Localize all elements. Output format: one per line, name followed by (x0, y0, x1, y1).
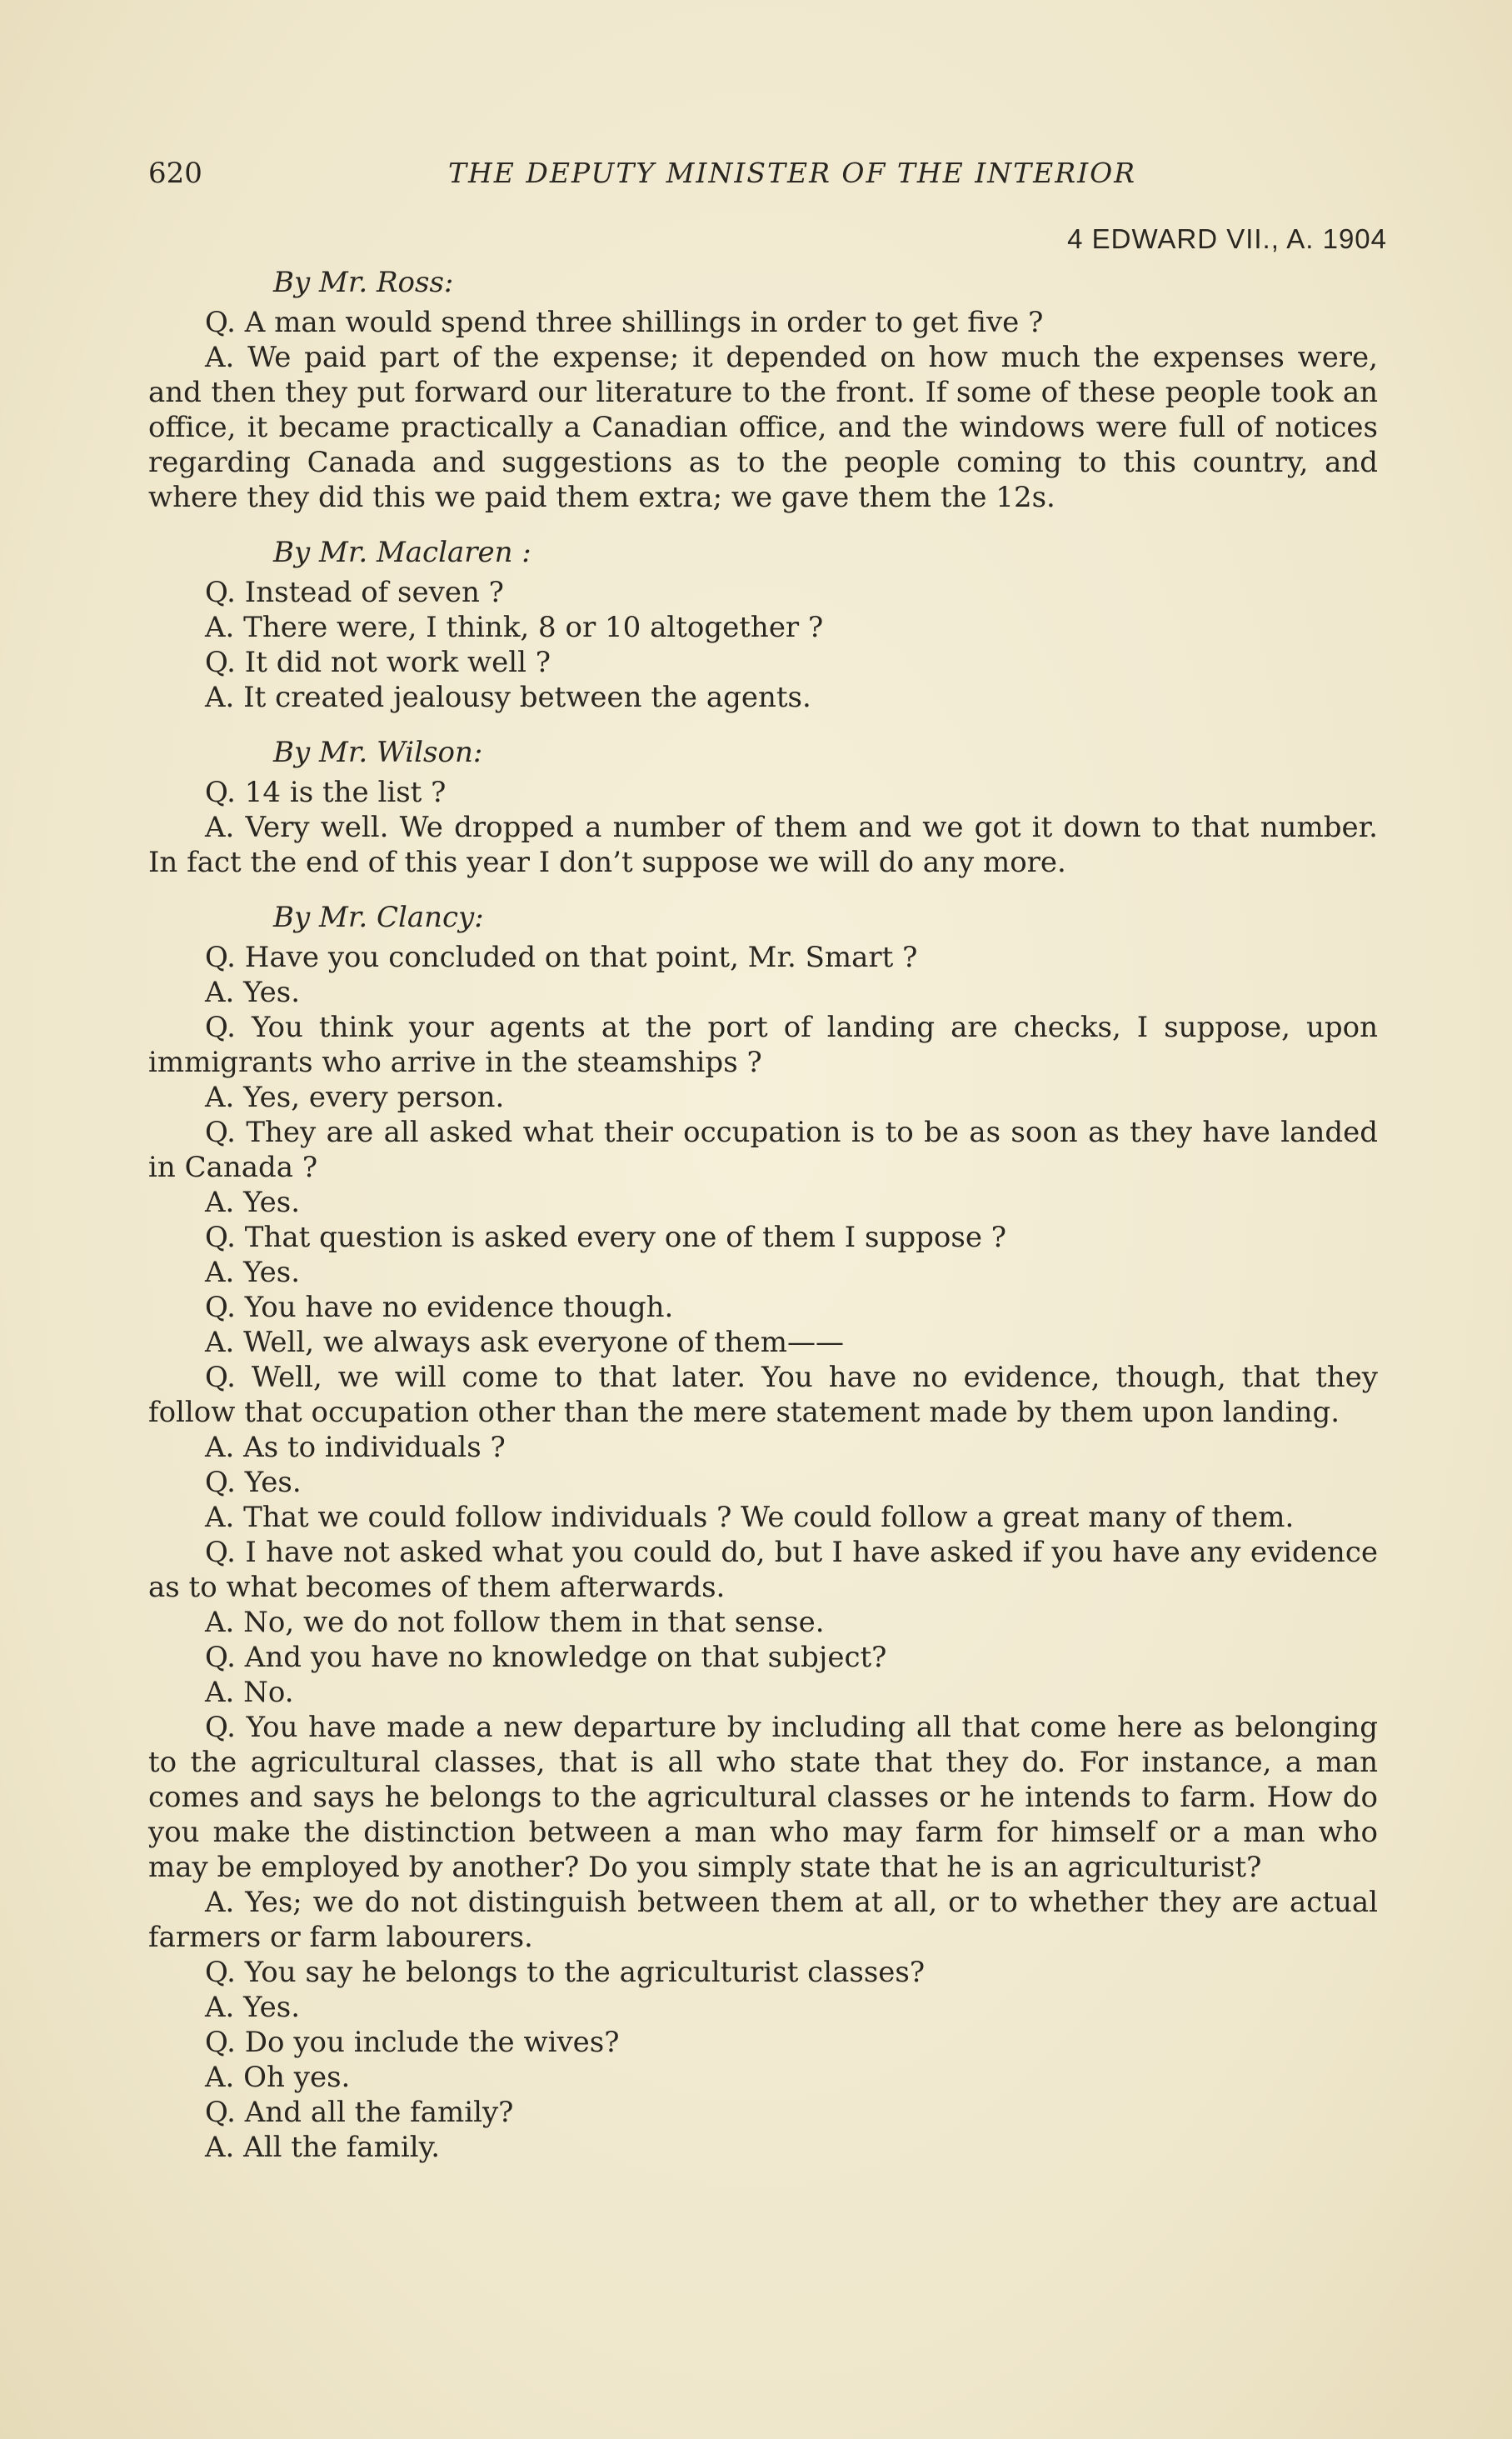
answer: A. Very well. We dropped a number of them and we got it down to that number. In fact the end of this year I don’t suppose we will do any more. (148, 811, 1378, 879)
answer: A. No, we do not follow them in that sense. (205, 1606, 825, 1639)
question: Q. A man would spend three shillings in order to get five ? (205, 306, 1044, 339)
answer: A. We paid part of the expense; it depended on how much the expenses were, and then they put forward our literature to the front. If some of these people took an office, it became practically a Canadian office, and the windows were full of notices regarding Canada and suggestions as to the people coming to this country, and where they did this we paid them extra; we gave them the 12s. (148, 341, 1378, 514)
question: Q. They are all asked what their occupation is to be as soon as they have landed in Canada ? (148, 1116, 1378, 1184)
question: Q. It did not work well ? (205, 646, 551, 679)
answer: A. All the family. (205, 2131, 441, 2164)
answer: A. As to individuals ? (205, 1431, 506, 1464)
answer: A. That we could follow individuals ? We could follow a great many of them. (205, 1501, 1295, 1534)
question: Q. You think your agents at the port of landing are checks, I suppose, upon immigrants who arrive in the steamships ? (148, 1011, 1378, 1079)
question: Q. You say he belongs to the agriculturist classes? (205, 1956, 926, 1989)
answer: A. Well, we always ask everyone of them—— (205, 1326, 844, 1359)
question: Q. And all the family? (205, 2096, 514, 2129)
answer: A. Yes. (205, 1186, 301, 1219)
answer: A. Yes. (205, 976, 301, 1009)
answer: A. Yes. (205, 1991, 301, 2024)
question: Q. That question is asked every one of them I suppose ? (205, 1221, 1006, 1254)
answer: A. There were, I think, 8 or 10 altogether ? (205, 611, 824, 644)
question: Q. Yes. (205, 1466, 302, 1499)
question: Q. You have no evidence though. (205, 1291, 674, 1324)
question: Q. Instead of seven ? (205, 576, 504, 609)
question: Q. I have not asked what you could do, but I have asked if you have any evidence as to what becomes of them afterwards. (148, 1536, 1378, 1604)
answer: A. It created jealousy between the agents. (205, 681, 811, 714)
answer: A. Yes, every person. (205, 1081, 505, 1114)
session-label: 4 EDWARD VII., A. 1904 (1067, 223, 1387, 254)
page-number: 620 (148, 157, 202, 190)
speaker-heading: By Mr. Ross: (273, 266, 454, 299)
answer: A. Oh yes. (205, 2061, 351, 2094)
question: Q. And you have no knowledge on that subject? (205, 1641, 887, 1674)
question: Q. You have made a new departure by including all that come here as belonging to the agricultural classes, that is all who state that they do. For instance, a man comes and says he belongs to the agricultural classes or he intends to farm. How do you make the distinction between a man who may farm for himself or a man who may be employed by another? Do you simply state that he is an agriculturist? (148, 1711, 1378, 1884)
question: Q. Well, we will come to that later. You have no evidence, though, that they follow that occupation other than the mere statement made by them upon landing. (148, 1361, 1378, 1429)
running-title: THE DEPUTY MINISTER OF THE INTERIOR (448, 157, 1137, 189)
page-header (148, 157, 1365, 200)
speaker-heading: By Mr. Maclaren : (273, 536, 531, 569)
question: Q. 14 is the list ? (205, 776, 447, 809)
question: Q. Have you concluded on that point, Mr. Smart ? (205, 941, 918, 974)
question: Q. Do you include the wives? (205, 2026, 620, 2059)
speaker-heading: By Mr. Wilson: (273, 736, 483, 769)
answer: A. Yes. (205, 1256, 301, 1289)
answer: A. No. (205, 1676, 294, 1709)
testimony-body (148, 265, 1378, 2165)
speaker-heading: By Mr. Clancy: (273, 901, 484, 934)
answer: A. Yes; we do not distinguish between them at all, or to whether they are actual farmers or farm labourers. (148, 1886, 1378, 1954)
